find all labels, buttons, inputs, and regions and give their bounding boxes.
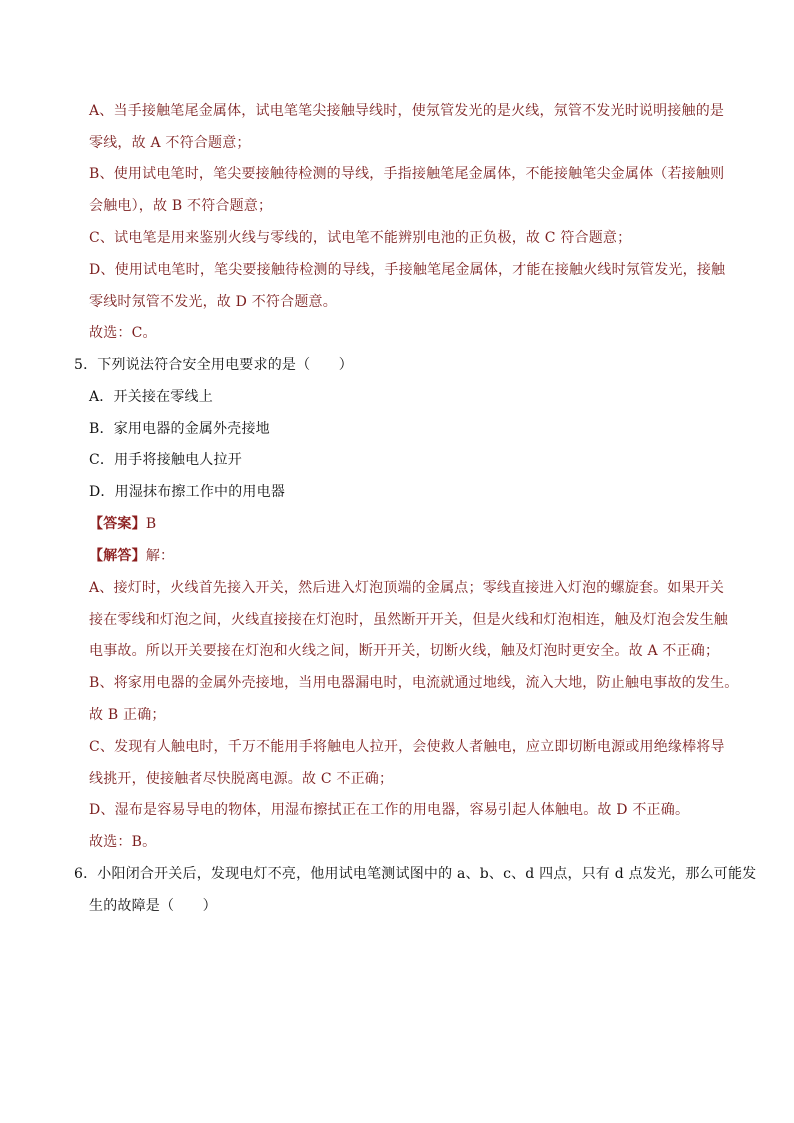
q5-option-b: B．家用电器的金属外壳接地	[89, 421, 270, 437]
q4-analysis-d-line2: 零线时氖管不发光，故 D 不符合题意。	[89, 294, 337, 310]
q5-analysis-a-line3: 电事故。所以开关要接在灯泡和火线之间，断开开关，切断火线，触及灯泡时更安全。故 A 不正确；	[89, 643, 720, 659]
q5-analysis-a-line1: A、接灯时，火线首先接入开关，然后进入灯泡顶端的金属点；零线直接进入灯泡的螺旋套。如果开关	[89, 580, 725, 596]
q5-answer	[89, 514, 156, 534]
q5-stem: 5．下列说法符合安全用电要求的是（ ）	[74, 357, 353, 373]
q5-choice: 故选：B。	[89, 834, 157, 850]
q5-explanation-header	[89, 546, 174, 566]
q5-analysis-c-line2: 线挑开，使接触者尽快脱离电源。故 C 不正确；	[89, 771, 394, 787]
q4-analysis-d-line1: D、使用试电笔时，笔尖要接触待检测的导线，手接触笔尾金属体，才能在接触火线时氖管发光，接触	[89, 262, 726, 278]
q4-analysis-c-line1: C、试电笔是用来鉴别火线与零线的，试电笔不能辨别电池的正负极，故 C 符合题意；	[89, 230, 632, 246]
q4-choice: 故选：C。	[89, 325, 157, 341]
q4-analysis-a-line2: 零线，故 A 不符合题意；	[89, 135, 251, 151]
q6-stem-line1: 6．小阳闭合开关后，发现电灯不亮，他用试电笔测试图中的 a、b、c、d 四点，只有 d 点发光，那么可能发	[74, 866, 757, 882]
q4-analysis-b-line2: 会触电），故 B 不符合题意；	[89, 198, 273, 214]
q5-analysis-b-line2: 故 B 正确；	[89, 707, 166, 723]
q5-explain-value: 解：	[145, 548, 175, 564]
q5-analysis-a-line2: 接在零线和灯泡之间，火线直接接在灯泡时，虽然断开开关，但是火线和灯泡相连，触及灯泡会发生触	[89, 612, 728, 628]
q6-stem-line2: 生的故障是（ ）	[89, 898, 217, 914]
q5-analysis-d-line1: D、湿布是容易导电的物体，用湿布擦拭正在工作的用电器，容易引起人体触电。故 D 不正确。	[89, 802, 690, 818]
q5-explain-label: 【解答】	[89, 548, 146, 564]
q4-analysis-b-line1: B、使用试电笔时，笔尖要接触待检测的导线，手指接触笔尾金属体，不能接触笔尖金属体（若接触则	[89, 166, 725, 182]
q5-analysis-c-line1: C、发现有人触电时，千万不能用手将触电人拉开，会使救人者触电，应立即切断电源或用绝缘棒将导	[89, 739, 725, 755]
q5-answer-label: 【答案】	[89, 516, 146, 532]
q5-analysis-b-line1: B、将家用电器的金属外壳接地，当用电器漏电时，电流就通过地线，流入大地，防止触电事故的发生。	[89, 675, 739, 691]
q5-option-c: C．用手将接触电人拉开	[89, 452, 242, 468]
q5-option-a: A．开关接在零线上	[89, 389, 213, 405]
q4-analysis-a-line1: A、当手接触笔尾金属体，试电笔笔尖接触导线时，使氖管发光的是火线，氖管不发光时说明接触的是	[89, 103, 725, 119]
q5-answer-value: B	[145, 516, 157, 532]
q5-option-d: D．用湿抹布擦工作中的用电器	[89, 484, 286, 500]
